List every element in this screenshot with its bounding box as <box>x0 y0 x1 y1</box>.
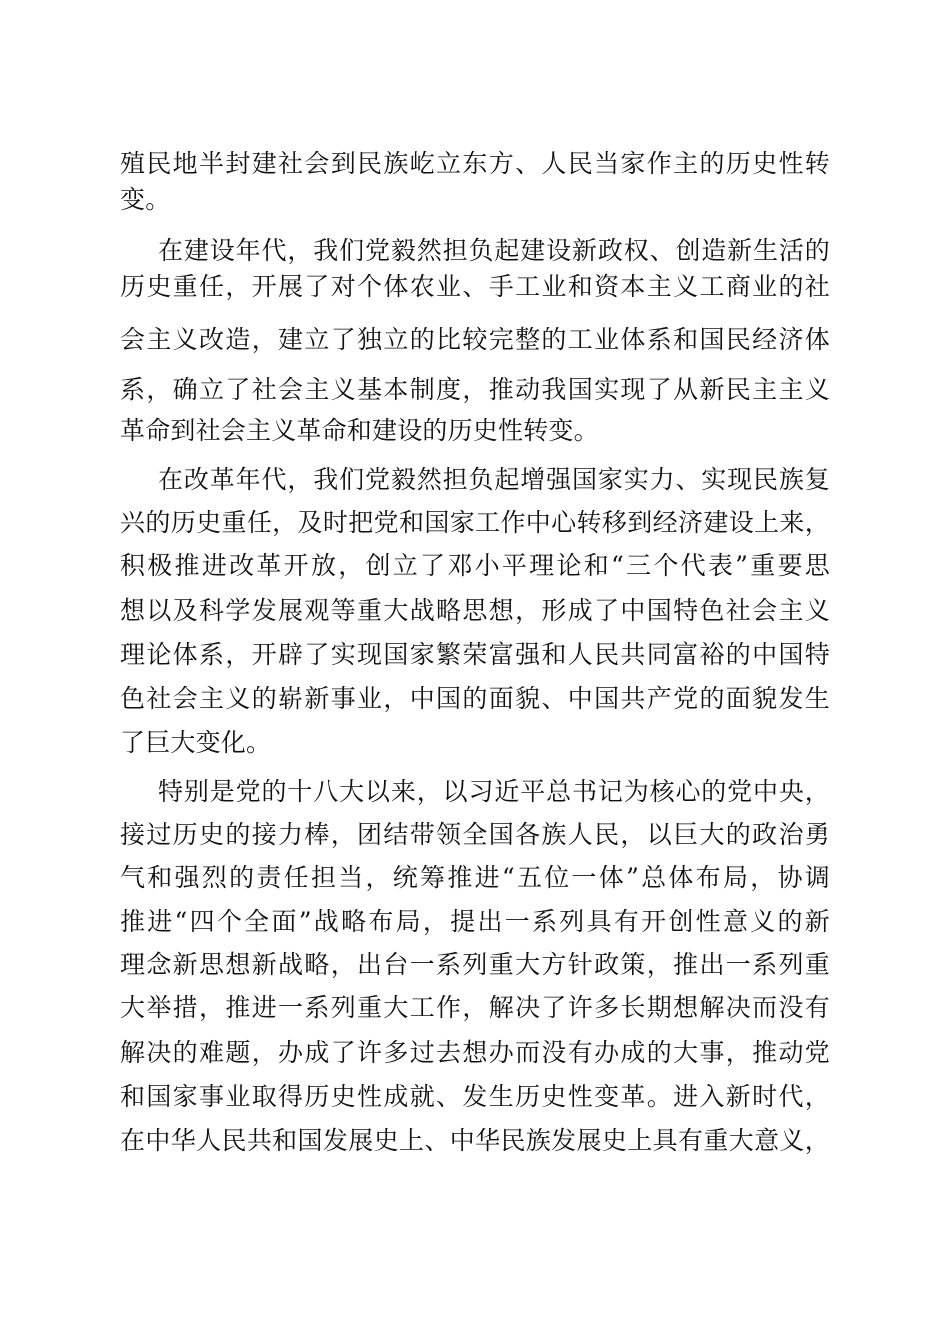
text-line: 气和强烈的责任担当，统筹推进“五位一体”总体布局，协调 <box>120 863 830 892</box>
text-line: 变。 <box>120 185 171 214</box>
paragraph-start-line: 特别是党的十八大以来，以习近平总书记为核心的党中央， <box>158 777 830 806</box>
text-line: 和国家事业取得历史性成就、发生历史性变革。进入新时代， <box>120 1082 830 1111</box>
text-line: 大举措，推进一系列重大工作，解决了许多长期想解决而没有 <box>120 993 830 1022</box>
text-line: 积极推进改革开放，创立了邓小平理论和“三个代表”重要思 <box>120 551 830 580</box>
text-line: 会主义改造，建立了独立的比较完整的工业体系和国民经济体 <box>120 325 830 354</box>
paragraph-start-line: 在改革年代，我们党毅然担负起增强国家实力、实现民族复 <box>158 465 830 494</box>
text-line: 在中华人民共和国发展史上、中华民族发展史上具有重大意义， <box>120 1126 830 1155</box>
text-line: 兴的历史重任，及时把党和国家工作中心转移到经济建设上来， <box>120 508 830 537</box>
text-line: 理念新思想新战略，出台一系列重大方针政策，推出一系列重 <box>120 950 830 979</box>
text-line: 解决的难题，办成了许多过去想办而没有办成的大事，推动党 <box>120 1038 830 1067</box>
text-line: 想以及科学发展观等重大战略思想，形成了中国特色社会主义 <box>120 596 830 625</box>
text-line: 了巨大变化。 <box>120 728 272 757</box>
text-line: 殖民地半封建社会到民族屹立东方、人民当家作主的历史性转 <box>120 149 830 178</box>
text-line: 革命到社会主义革命和建设的历史性转变。 <box>120 416 599 445</box>
text-line: 推进“四个全面”战略布局，提出一系列具有开创性意义的新 <box>120 907 830 936</box>
text-line: 历史重任，开展了对个体农业、手工业和资本主义工商业的社 <box>120 272 830 301</box>
paragraph-start-line: 在建设年代，我们党毅然担负起建设新政权、创造新生活的 <box>158 236 830 265</box>
text-line: 接过历史的接力棒，团结带领全国各族人民，以巨大的政治勇 <box>120 820 830 849</box>
text-line: 理论体系，开辟了实现国家繁荣富强和人民共同富裕的中国特 <box>120 640 830 669</box>
text-line: 系，确立了社会主义基本制度，推动我国实现了从新民主主义 <box>120 375 830 404</box>
text-line: 色社会主义的崭新事业，中国的面貌、中国共产党的面貌发生 <box>120 684 830 713</box>
